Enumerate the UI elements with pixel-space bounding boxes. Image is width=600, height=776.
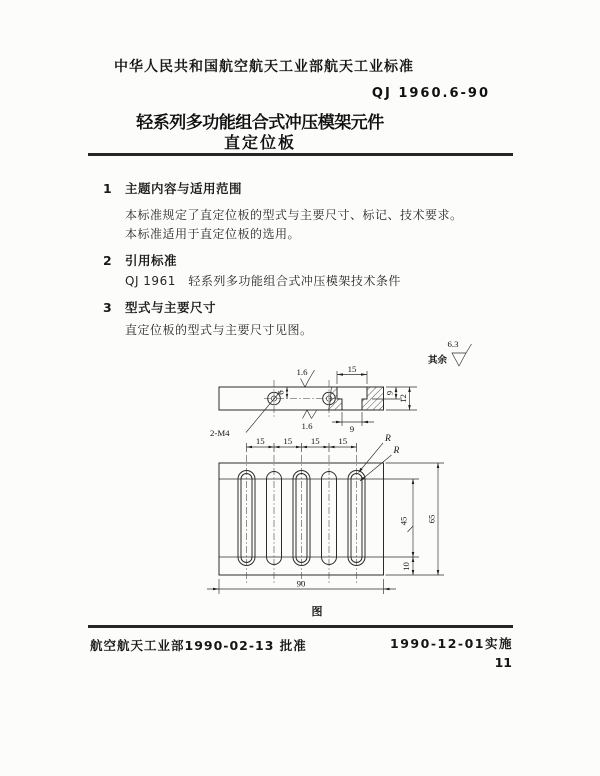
dim-thickness-label: 12 [398, 394, 408, 403]
finish-symbol-icon [301, 379, 310, 388]
roughness-note [428, 339, 472, 366]
dim-edge-10-label: 10 [401, 562, 411, 571]
section-2-number: 2 [103, 253, 113, 268]
pitch-dim-label: 15 [255, 436, 265, 446]
page-number: 11 [494, 655, 512, 670]
pitch-dim-label: 15 [338, 436, 348, 446]
plan-view [207, 434, 444, 594]
section-1-paragraph-2: 本标准适用于直定位板的选用。 [125, 227, 301, 241]
section-2-title: 引用标准 [125, 253, 178, 268]
side-view [210, 364, 417, 438]
dim-height-65-label: 65 [426, 514, 437, 524]
section-1-heading [103, 179, 242, 197]
finish-symbol-icon [303, 410, 312, 419]
section-3-number: 3 [103, 300, 113, 315]
standard-org-line: 中华人民共和国航空航天工业部航天工业标准 [114, 59, 414, 75]
pitch-dim-label: 15 [310, 436, 320, 446]
footer-approval: 航空航天工业部1990-02-13 批准 [90, 638, 307, 653]
dim-hole-offset-label: 6 [275, 390, 286, 395]
pitch-dim-label: 15 [283, 436, 293, 446]
document-title-line1: 轻系列多功能组合式冲压模架元件 [136, 113, 384, 133]
section-2-paragraph-1: QJ 1961 轻系列多功能组合式冲压模架技术条件 [125, 274, 401, 288]
dim-slot-top-width-label: 15 [347, 364, 357, 374]
section-3-heading [103, 298, 216, 316]
section-1-paragraph-1: 本标准规定了直定位板的型式与主要尺寸、标记、技术要求。 [125, 208, 463, 222]
roughness-prefix-label: 其余 [428, 355, 448, 366]
section-2-heading [103, 251, 177, 269]
thread-callout-label: 2-M4 [210, 428, 230, 438]
header-rule [88, 153, 513, 156]
document-title-line2: 直定位板 [223, 133, 296, 152]
dim-span-45-label: 45 [398, 516, 409, 526]
radius-outer-label: R [385, 434, 391, 444]
section-1-number: 1 [103, 181, 113, 196]
footer-implementation: 1990-12-01实施 [390, 636, 513, 651]
technical-drawing [180, 335, 500, 625]
roughness-symbol-icon [452, 353, 466, 366]
section-3-paragraph-1: 直定位板的型式与主要尺寸见图。 [125, 323, 313, 337]
dim-width-90-label: 90 [296, 578, 306, 589]
radius-inner-label: R [393, 446, 400, 456]
section-3-title: 型式与主要尺寸 [125, 300, 217, 315]
dim-step-depth-label: 9 [384, 390, 395, 396]
dim-slot-bottom-width-label: 9 [349, 424, 355, 434]
figure-caption: 图 [311, 605, 323, 618]
finish-bottom-label: 1.6 [301, 421, 313, 431]
surface-finish-bottom [302, 410, 317, 431]
footer-rule [88, 625, 513, 628]
surface-finish-top [297, 367, 315, 387]
finish-top-label: 1.6 [296, 367, 308, 377]
standard-code: QJ 1960.6-90 [371, 86, 490, 101]
section-1-title: 主题内容与适用范围 [125, 181, 243, 196]
roughness-value-label: 6.3 [447, 339, 459, 349]
